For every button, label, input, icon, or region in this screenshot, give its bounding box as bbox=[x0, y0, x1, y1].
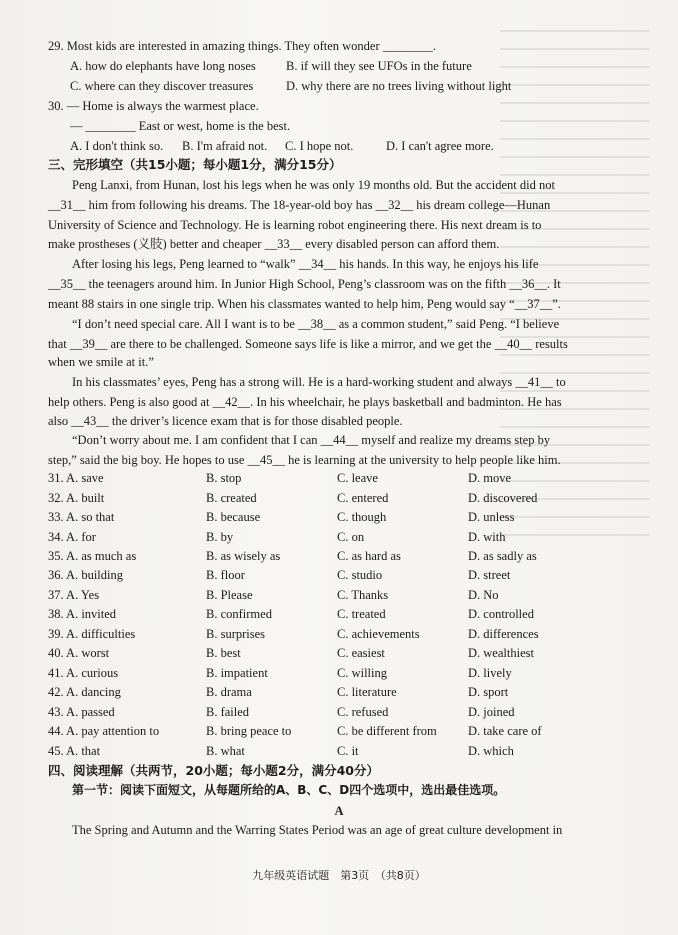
answer-option-a: 33. A. so that bbox=[48, 510, 115, 524]
q29-option-a: A. how do elephants have long noses bbox=[70, 59, 256, 73]
passage-line: __35__ the teenagers around him. In Junior High School, Peng’s classroom was on the fifth __36__. It bbox=[48, 277, 561, 291]
page-footer: 九年级英语试题 第3页 （共8页） bbox=[252, 869, 426, 882]
answer-option-b: B. drama bbox=[206, 685, 252, 699]
answer-option-c: C. it bbox=[337, 744, 359, 758]
answer-option-d: D. wealthiest bbox=[468, 646, 534, 660]
answer-option-b: B. by bbox=[206, 530, 234, 544]
passage-a-label: A bbox=[334, 804, 344, 818]
section4-title: 四、阅读理解（共两节，20小题；每小题2分，满分40分） bbox=[48, 763, 379, 778]
passage-line: “Don’t worry about me. I am confident that I can __44__ myself and realize my dreams step by bbox=[72, 433, 551, 447]
answer-option-c: C. Thanks bbox=[337, 588, 389, 602]
q30-option-c: C. I hope not. bbox=[285, 139, 354, 153]
answer-option-d: D. which bbox=[468, 744, 514, 758]
q29-option-c: C. where can they discover treasures bbox=[70, 79, 254, 93]
answer-option-a: 40. A. worst bbox=[48, 646, 110, 660]
q29-stem: 29. Most kids are interested in amazing things. They often wonder ________. bbox=[48, 39, 436, 53]
passage-line: Peng Lanxi, from Hunan, lost his legs when he was only 19 months old. But the accident did not bbox=[72, 178, 555, 192]
q30-option-b: B. I'm afraid not. bbox=[182, 139, 268, 153]
answer-row bbox=[48, 607, 608, 625]
q29-option-b: B. if will they see UFOs in the future bbox=[286, 59, 472, 73]
answer-option-d: D. joined bbox=[468, 705, 515, 719]
passage-line: step,” said the big boy. He hopes to use __45__ he is learning at the university to help people like him. bbox=[48, 453, 561, 467]
answer-option-a: 38. A. invited bbox=[48, 607, 117, 621]
answer-option-b: B. what bbox=[206, 744, 245, 758]
answer-option-b: B. confirmed bbox=[206, 607, 272, 621]
answer-row bbox=[48, 588, 608, 606]
answer-option-a: 36. A. building bbox=[48, 568, 124, 582]
answer-option-c: C. literature bbox=[337, 685, 397, 699]
answer-option-c: C. refused bbox=[337, 705, 389, 719]
q30-stem: 30. — Home is always the warmest place. bbox=[48, 99, 259, 113]
answer-row bbox=[48, 530, 608, 548]
section3-title: 三、完形填空（共15小题；每小题1分，满分15分） bbox=[48, 157, 342, 172]
answer-option-d: D. take care of bbox=[468, 724, 542, 738]
answer-option-b: B. floor bbox=[206, 568, 245, 582]
answer-row bbox=[48, 646, 608, 664]
answer-option-b: B. created bbox=[206, 491, 257, 505]
answer-option-a: 35. A. as much as bbox=[48, 549, 137, 563]
passage-line: when we smile at it.” bbox=[48, 355, 154, 369]
answer-option-d: D. differences bbox=[468, 627, 539, 641]
answer-option-d: D. as sadly as bbox=[468, 549, 537, 563]
answer-option-a: 42. A. dancing bbox=[48, 685, 121, 699]
answer-option-b: B. failed bbox=[206, 705, 250, 719]
passage-line: meant 88 stairs in one single trip. When his classmates wanted to help him, Peng would say “__37__”. bbox=[48, 297, 561, 311]
answer-option-b: B. as wisely as bbox=[206, 549, 281, 563]
answer-option-d: D. sport bbox=[468, 685, 509, 699]
q30-option-d: D. I can't agree more. bbox=[386, 139, 494, 153]
answer-option-a: 31. A. save bbox=[48, 471, 104, 485]
answer-option-c: C. be different from bbox=[337, 724, 437, 738]
answer-option-b: B. impatient bbox=[206, 666, 268, 680]
passage-line: In his classmates’ eyes, Peng has a strong will. He is a hard-working student and always __41__ to bbox=[72, 375, 566, 389]
answer-option-a: 44. A. pay attention to bbox=[48, 724, 160, 738]
answer-row bbox=[48, 510, 608, 528]
answer-option-c: C. on bbox=[337, 530, 365, 544]
answer-option-b: B. Please bbox=[206, 588, 253, 602]
passage-line: “I don’t need special care. All I want is to be __38__ as a common student,” said Peng. “I believe bbox=[72, 317, 560, 331]
passage-line: __31__ him from following his dreams. The 18-year-old boy has __32__ his dream college—Hunan bbox=[48, 198, 551, 212]
answer-row bbox=[48, 549, 608, 567]
answer-option-c: C. entered bbox=[337, 491, 389, 505]
answer-option-c: C. easiest bbox=[337, 646, 385, 660]
answer-row bbox=[48, 666, 608, 684]
q30-option-a: A. I don't think so. bbox=[70, 139, 164, 153]
answer-option-b: B. because bbox=[206, 510, 261, 524]
answer-option-d: D. move bbox=[468, 471, 512, 485]
passage-line: After losing his legs, Peng learned to “walk” __34__ his hands. In this way, he enjoys his life bbox=[72, 257, 539, 271]
answer-option-a: 34. A. for bbox=[48, 530, 96, 544]
answer-option-c: C. as hard as bbox=[337, 549, 401, 563]
answer-option-c: C. treated bbox=[337, 607, 386, 621]
answer-option-c: C. though bbox=[337, 510, 387, 524]
passage-line: help others. Peng is also good at __42__. In his wheelchair, he plays basketball and badminton. He has bbox=[48, 395, 562, 409]
answer-option-d: D. No bbox=[468, 588, 499, 602]
answer-option-a: 45. A. that bbox=[48, 744, 101, 758]
passage-line: also __43__ the driver’s licence exam that is for those disabled people. bbox=[48, 414, 403, 428]
answer-option-b: B. surprises bbox=[206, 627, 266, 641]
answer-row bbox=[48, 568, 608, 586]
answer-option-c: C. studio bbox=[337, 568, 383, 582]
answer-option-d: D. controlled bbox=[468, 607, 534, 621]
q29-option-d: D. why there are no trees living without light bbox=[286, 79, 512, 93]
answer-option-a: 41. A. curious bbox=[48, 666, 119, 680]
answer-option-b: B. best bbox=[206, 646, 241, 660]
answer-option-a: 37. A. Yes bbox=[48, 588, 100, 602]
answer-option-a: 39. A. difficulties bbox=[48, 627, 136, 641]
passage-a-first-line: The Spring and Autumn and the Warring States Period was an age of great culture development in bbox=[72, 823, 563, 837]
answer-option-d: D. discovered bbox=[468, 491, 538, 505]
answer-row bbox=[48, 627, 608, 645]
answer-option-d: D. lively bbox=[468, 666, 512, 680]
answer-option-b: B. bring peace to bbox=[206, 724, 292, 738]
answer-row bbox=[48, 471, 608, 489]
answer-row bbox=[48, 705, 608, 723]
answer-option-a: 43. A. passed bbox=[48, 705, 115, 719]
answer-option-b: B. stop bbox=[206, 471, 242, 485]
passage-line: make prostheses (义肢) better and cheaper __33__ every disabled person can afford them. bbox=[48, 237, 500, 251]
answer-row bbox=[48, 491, 608, 509]
answer-option-a: 32. A. built bbox=[48, 491, 105, 505]
q30-reply: — ________ East or west, home is the best. bbox=[70, 119, 291, 133]
answer-option-c: C. leave bbox=[337, 471, 378, 485]
section4-instruction: 第一节：阅读下面短文，从每题所给的A、B、C、D四个选项中，选出最佳选项。 bbox=[72, 783, 506, 797]
answer-option-d: D. with bbox=[468, 530, 506, 544]
answer-option-d: D. street bbox=[468, 568, 511, 582]
answer-row bbox=[48, 724, 608, 742]
answer-option-c: C. willing bbox=[337, 666, 388, 680]
passage-line: University of Science and Technology. He is learning robot engineering there. His next dream is to bbox=[48, 218, 542, 232]
answer-row bbox=[48, 685, 608, 703]
answer-option-d: D. unless bbox=[468, 510, 515, 524]
passage-line: that __39__ are there to be challenged. Someone says life is like a mirror, and we get the __40__ results bbox=[48, 337, 568, 351]
answer-option-c: C. achievements bbox=[337, 627, 420, 641]
answer-row bbox=[48, 744, 608, 762]
